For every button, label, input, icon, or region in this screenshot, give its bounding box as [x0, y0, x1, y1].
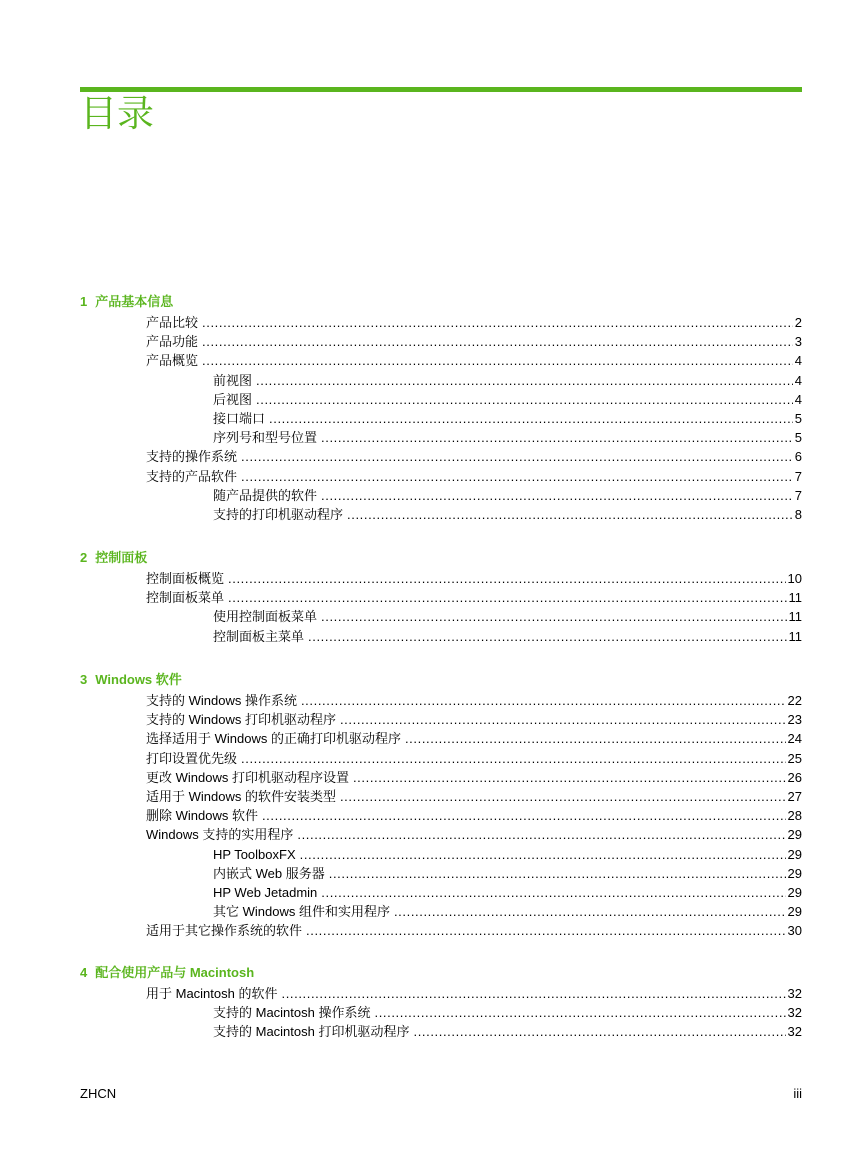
toc-entry-title: Windows 支持的实用程序 [146, 827, 294, 843]
toc-entry-title: 使用控制面板菜单 [213, 609, 318, 625]
toc-entry-title: 随产品提供的软件 [213, 487, 318, 503]
toc-entry[interactable] [213, 428, 802, 447]
toc-entry-title: 支持的 Windows 操作系统 [146, 693, 297, 708]
toc-entry[interactable] [213, 883, 802, 902]
toc-entry[interactable] [213, 1022, 802, 1041]
chapter-heading[interactable] [80, 550, 147, 566]
chapter-title: 配合使用产品与 Macintosh [95, 965, 255, 980]
toc-entry-title: 支持的 Windows 打印机驱动程序 [146, 712, 336, 728]
toc-entry-page: 28 [787, 808, 802, 824]
toc-entry[interactable] [213, 486, 802, 505]
toc-entry[interactable] [213, 1003, 802, 1022]
toc-entry[interactable] [213, 864, 802, 883]
toc-entry[interactable] [146, 749, 802, 768]
footer-language-code: ZHCN [80, 1086, 117, 1101]
toc-entry-page: 11 [788, 609, 802, 625]
toc-entry-title: 控制面板主菜单 [213, 628, 305, 644]
toc-entry-title: 产品比较 [146, 315, 199, 330]
dot-leader [394, 902, 786, 921]
chapter-heading[interactable] [80, 294, 173, 310]
toc-entry-page: 11 [788, 590, 802, 606]
dot-leader [228, 569, 786, 588]
dot-leader [228, 588, 786, 607]
chapter-number: 3 [80, 672, 88, 687]
toc-entry-page: 7 [794, 487, 802, 503]
chapter-title: 产品基本信息 [95, 294, 174, 309]
toc-entry-title: 适用于其它操作系统的软件 [146, 923, 303, 939]
toc-entry-page: 11 [788, 628, 802, 644]
toc-entry-title: 内嵌式 Web 服务器 [213, 865, 325, 881]
toc-entry-title: 控制面板概览 [146, 571, 225, 586]
dot-leader [256, 371, 793, 390]
toc-entry-page: 3 [794, 334, 802, 350]
toc-entry-page: 25 [787, 750, 802, 766]
toc-entry-page: 32 [787, 1005, 802, 1021]
dot-leader [262, 806, 786, 825]
dot-leader [340, 787, 786, 806]
toc-entry-page: 26 [787, 769, 802, 785]
toc-entry-page: 32 [787, 1024, 802, 1040]
dot-leader [300, 845, 786, 864]
page-title: 目录 [80, 93, 154, 134]
toc-entry[interactable] [213, 627, 802, 646]
toc-entry-page: 27 [787, 789, 802, 804]
toc-entry-page: 4 [794, 372, 802, 388]
dot-leader [329, 864, 786, 883]
toc-entry[interactable] [146, 806, 802, 825]
toc-entry-page: 29 [787, 865, 802, 881]
toc-entry-page: 6 [794, 449, 802, 465]
dot-leader [321, 883, 785, 902]
toc-entry-title: 支持的 Macintosh 打印机驱动程序 [213, 1024, 410, 1040]
toc-entry[interactable] [213, 607, 802, 626]
toc-entry[interactable] [146, 710, 802, 729]
dot-leader [202, 332, 793, 351]
toc-entry-title: 删除 Windows 软件 [146, 808, 258, 824]
dot-leader [308, 627, 786, 646]
toc-entry-title: 打印设置优先级 [146, 750, 238, 766]
toc-entry[interactable] [146, 588, 802, 607]
dot-leader [321, 486, 793, 505]
dot-leader [405, 729, 786, 748]
toc-entry[interactable] [146, 984, 802, 1003]
toc-entry[interactable] [146, 787, 802, 806]
toc-entry-page: 29 [787, 885, 802, 900]
toc-entry-page: 7 [794, 468, 802, 484]
toc-entry[interactable] [213, 409, 802, 428]
toc-entry-page: 4 [794, 391, 802, 407]
toc-entry[interactable] [146, 569, 802, 588]
toc-entry-title: 支持的 Macintosh 操作系统 [213, 1005, 371, 1021]
toc-entry-title: 用于 Macintosh 的软件 [146, 986, 278, 1001]
toc-entry-title: 接口端口 [213, 411, 266, 426]
toc-entry-title: 支持的产品软件 [146, 468, 238, 484]
toc-entry-page: 30 [787, 923, 802, 939]
toc-entry-page: 32 [787, 986, 802, 1001]
toc-entry-page: 2 [794, 315, 802, 330]
toc-entry[interactable] [146, 921, 802, 940]
chapter-title: 控制面板 [95, 550, 148, 565]
toc-entry[interactable] [146, 691, 802, 710]
toc-entry-page: 24 [787, 731, 802, 747]
toc-entry-page: 22 [787, 693, 802, 708]
dot-leader [202, 351, 793, 370]
toc-entry[interactable] [213, 845, 802, 864]
chapter-number: 2 [80, 550, 88, 565]
chapter-heading[interactable] [80, 672, 182, 688]
chapter-heading[interactable] [80, 965, 254, 981]
dot-leader [321, 428, 793, 447]
dot-leader [353, 768, 786, 787]
toc-entry-title: 产品功能 [146, 334, 199, 350]
toc-entry-page: 29 [787, 827, 802, 843]
toc-entry[interactable] [213, 505, 802, 524]
dot-leader [340, 710, 786, 729]
toc-entry-title: 控制面板菜单 [146, 590, 225, 606]
toc-entry-title: 序列号和型号位置 [213, 430, 318, 446]
dot-leader [321, 607, 786, 626]
dot-leader [374, 1003, 785, 1022]
toc-entry[interactable] [146, 351, 802, 370]
toc-entry-page: 4 [794, 353, 802, 369]
toc-entry-page: 10 [787, 571, 802, 586]
toc-entry[interactable] [146, 332, 802, 351]
dot-leader [347, 505, 793, 524]
dot-leader [202, 313, 793, 332]
chapter-number: 4 [80, 965, 88, 980]
toc-entry-title: HP ToolboxFX [213, 846, 296, 862]
dot-leader [256, 390, 793, 409]
dot-leader [241, 467, 793, 486]
toc-entry-page: 5 [794, 411, 802, 426]
title-rule [80, 87, 802, 92]
chapter-number: 1 [80, 294, 88, 309]
toc-entry-page: 8 [794, 507, 802, 522]
toc-entry-title: HP Web Jetadmin [213, 885, 318, 900]
toc-entry[interactable] [213, 371, 802, 390]
toc-entry[interactable] [213, 390, 802, 409]
toc-entry[interactable] [146, 313, 802, 332]
chapter-title: Windows 软件 [95, 672, 182, 687]
toc-entry[interactable] [146, 729, 802, 748]
toc-entry-title: 更改 Windows 打印机驱动程序设置 [146, 769, 349, 785]
dot-leader [301, 691, 786, 710]
toc-entry-page: 29 [787, 904, 802, 920]
toc-entry-page: 5 [794, 430, 802, 446]
toc-entry-page: 29 [787, 846, 802, 862]
toc-entry[interactable] [146, 825, 802, 844]
toc-entry[interactable] [146, 467, 802, 486]
dot-leader [241, 749, 786, 768]
toc-entry-title: 适用于 Windows 的软件安装类型 [146, 789, 336, 804]
toc-entry-title: 支持的打印机驱动程序 [213, 507, 344, 522]
dot-leader [297, 825, 785, 844]
dot-leader [306, 921, 786, 940]
dot-leader [281, 984, 785, 1003]
toc-entry-title: 后视图 [213, 391, 253, 407]
dot-leader [413, 1022, 785, 1041]
toc-entry[interactable] [213, 902, 802, 921]
toc-entry-title: 前视图 [213, 372, 253, 388]
toc-entry[interactable] [146, 768, 802, 787]
toc-entry-title: 选择适用于 Windows 的正确打印机驱动程序 [146, 731, 401, 747]
toc-entry-title: 支持的操作系统 [146, 449, 238, 465]
dot-leader [269, 409, 793, 428]
toc-entry-title: 其它 Windows 组件和实用程序 [213, 904, 390, 920]
footer-page-number: iii [793, 1086, 802, 1101]
dot-leader [241, 447, 793, 466]
toc-entry-page: 23 [787, 712, 802, 728]
toc-entry[interactable] [146, 447, 802, 466]
toc-entry-title: 产品概览 [146, 353, 199, 369]
